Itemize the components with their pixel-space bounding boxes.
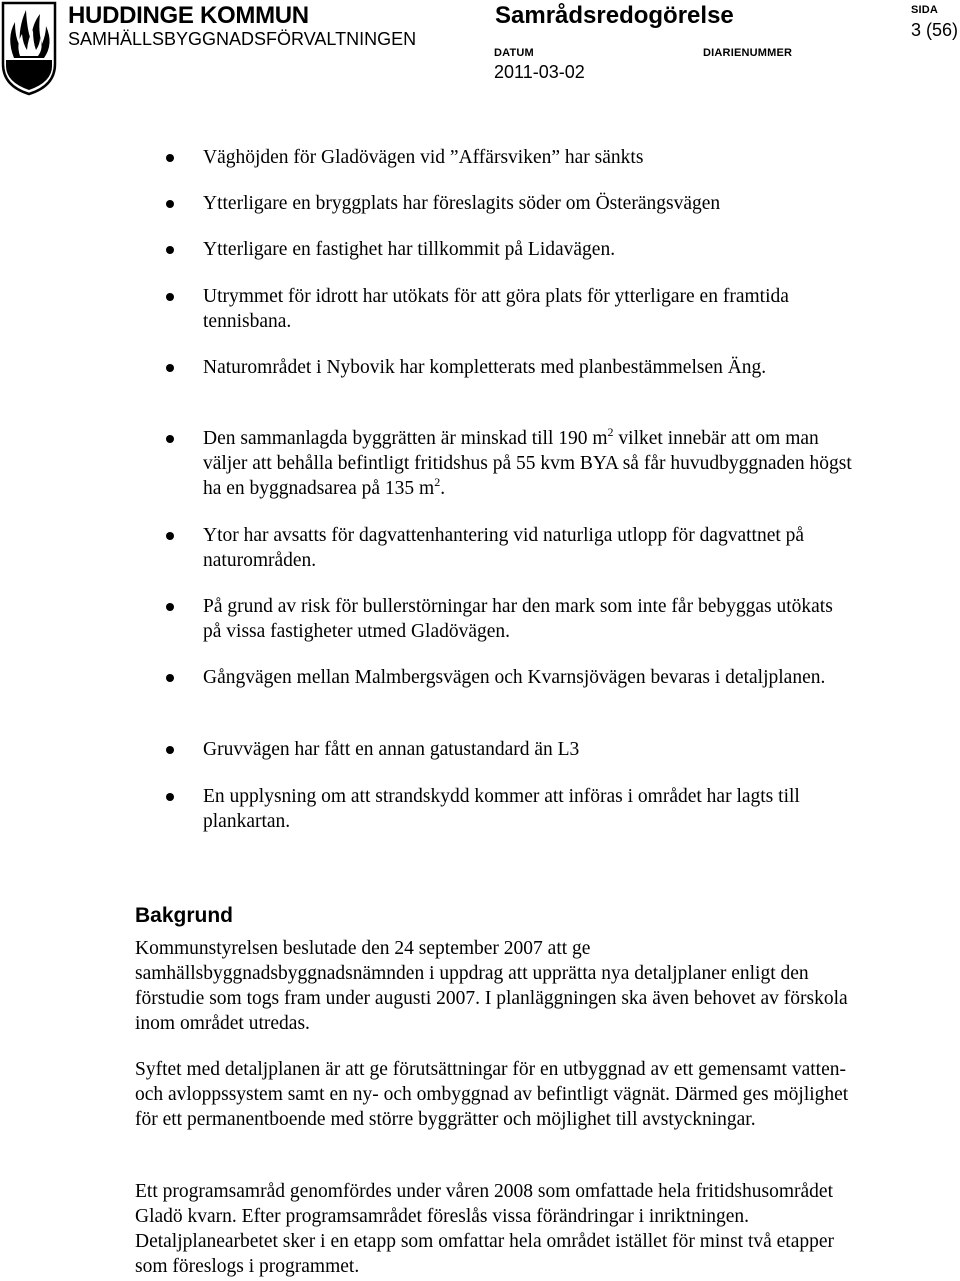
list-item <box>203 737 853 762</box>
bullet-icon <box>166 364 174 372</box>
list-item-text: Väghöjden för Gladövägen vid ”Affärsviken” har sänkts <box>203 147 644 168</box>
list-item <box>203 191 853 216</box>
page-label: SIDA <box>911 4 939 16</box>
list-item-text: Ytterligare en fastighet har tillkommit på Lidavägen. <box>203 239 616 260</box>
registry-number-label: DIARIENUMMER <box>703 47 793 59</box>
list-item-text: Ytterligare en bryggplats har föreslagits söder om Österängsvägen <box>203 193 721 214</box>
list-item-text <box>203 425 852 499</box>
bullet-icon <box>166 435 174 443</box>
list-item <box>203 594 853 644</box>
paragraph: Kommunstyrelsen beslutade den 24 september 2007 att ge samhällsbyggnadsbyggnadsnämnden i uppdrag att upprätta nya detaljplaner enligt den förstudie som togs fram under augusti 2007. I planläggningen ska även behovet av förskola inom området utredas. <box>135 938 848 1034</box>
list-item-text: Gångvägen mellan Malmbergsvägen och Kvarnsjövägen bevaras i detaljplanen. <box>203 667 826 688</box>
bullet-icon <box>166 293 174 301</box>
date-value: 2011-03-02 <box>494 62 585 82</box>
list-item-text: På grund av risk för bullerstörningar har den mark som inte får bebyggas utökats på vissa fastigheter utmed Gladövägen. <box>203 596 833 642</box>
paragraph: Ett programsamråd genomfördes under våren 2008 som omfattade hela fritidshusområdet Gladö kvarn. Efter programsamrådet föreslås vissa förändringar i inriktningen. Detaljplanearbetet sker i en etapp som omfattar hela området istället för minst två etapper som föreslogs i programmet. <box>135 1181 835 1277</box>
list-item <box>203 145 853 170</box>
list-item <box>203 784 853 834</box>
municipality-crest-logo <box>0 0 58 96</box>
superscript: 2 <box>434 475 441 489</box>
organization-department: SAMHÄLLSBYGGNADSFÖRVALTNINGEN <box>68 29 417 49</box>
list-item <box>203 665 853 690</box>
bullet-icon <box>166 154 174 162</box>
bullet-icon <box>166 793 174 801</box>
building-rights-text-end: . <box>440 478 446 499</box>
list-item-text: Naturområdet i Nybovik har kompletterats med planbestämmelsen Äng. <box>203 357 767 378</box>
list-item <box>203 284 853 334</box>
bullet-icon <box>166 246 174 254</box>
list-item <box>203 426 853 501</box>
bullet-icon <box>166 746 174 754</box>
list-item <box>203 237 853 262</box>
list-item-text: Utrymmet för idrott har utökats för att göra plats för ytterligare en framtida tennisbana. <box>203 286 789 332</box>
bullet-icon <box>166 674 174 682</box>
superscript: 2 <box>607 425 614 439</box>
list-item-text: Gruvvägen har fått en annan gatustandard än L3 <box>203 739 580 760</box>
list-item-text: Ytor har avsatts för dagvattenhantering vid naturliga utlopp för dagvattnet på naturområden. <box>203 525 805 571</box>
bullet-icon <box>166 200 174 208</box>
page-number: 3 (56) <box>911 20 959 40</box>
list-item <box>203 355 853 380</box>
list-item <box>203 523 853 573</box>
bullet-icon <box>166 532 174 540</box>
date-label: DATUM <box>494 47 534 59</box>
document-title: Samrådsredogörelse <box>495 2 734 29</box>
organization-name: HUDDINGE KOMMUN <box>68 2 309 29</box>
building-rights-text: Den sammanlagda byggrätten är minskad till 190 m <box>203 428 608 449</box>
section-heading: Bakgrund <box>135 904 234 927</box>
list-item-text: En upplysning om att strandskydd kommer att införas i området har lagts till plankartan. <box>203 786 800 832</box>
bullet-icon <box>166 603 174 611</box>
paragraph: Syftet med detaljplanen är att ge förutsättningar för en utbyggnad av ett gemensamt vatten- och avloppssystem samt en ny- och ombyggnad av befintligt vägnät. Därmed ges möjlighet för ett permanentboende med större byggrätter och möjlighet till avstyckningar. <box>135 1059 849 1130</box>
building-rights-text-cont: vilket innebär att om man väljer att behålla befintligt fritidshus på 55 kvm BYA så får huvudbyggnaden högst ha en byggnadsarea på 135 m <box>203 428 852 499</box>
